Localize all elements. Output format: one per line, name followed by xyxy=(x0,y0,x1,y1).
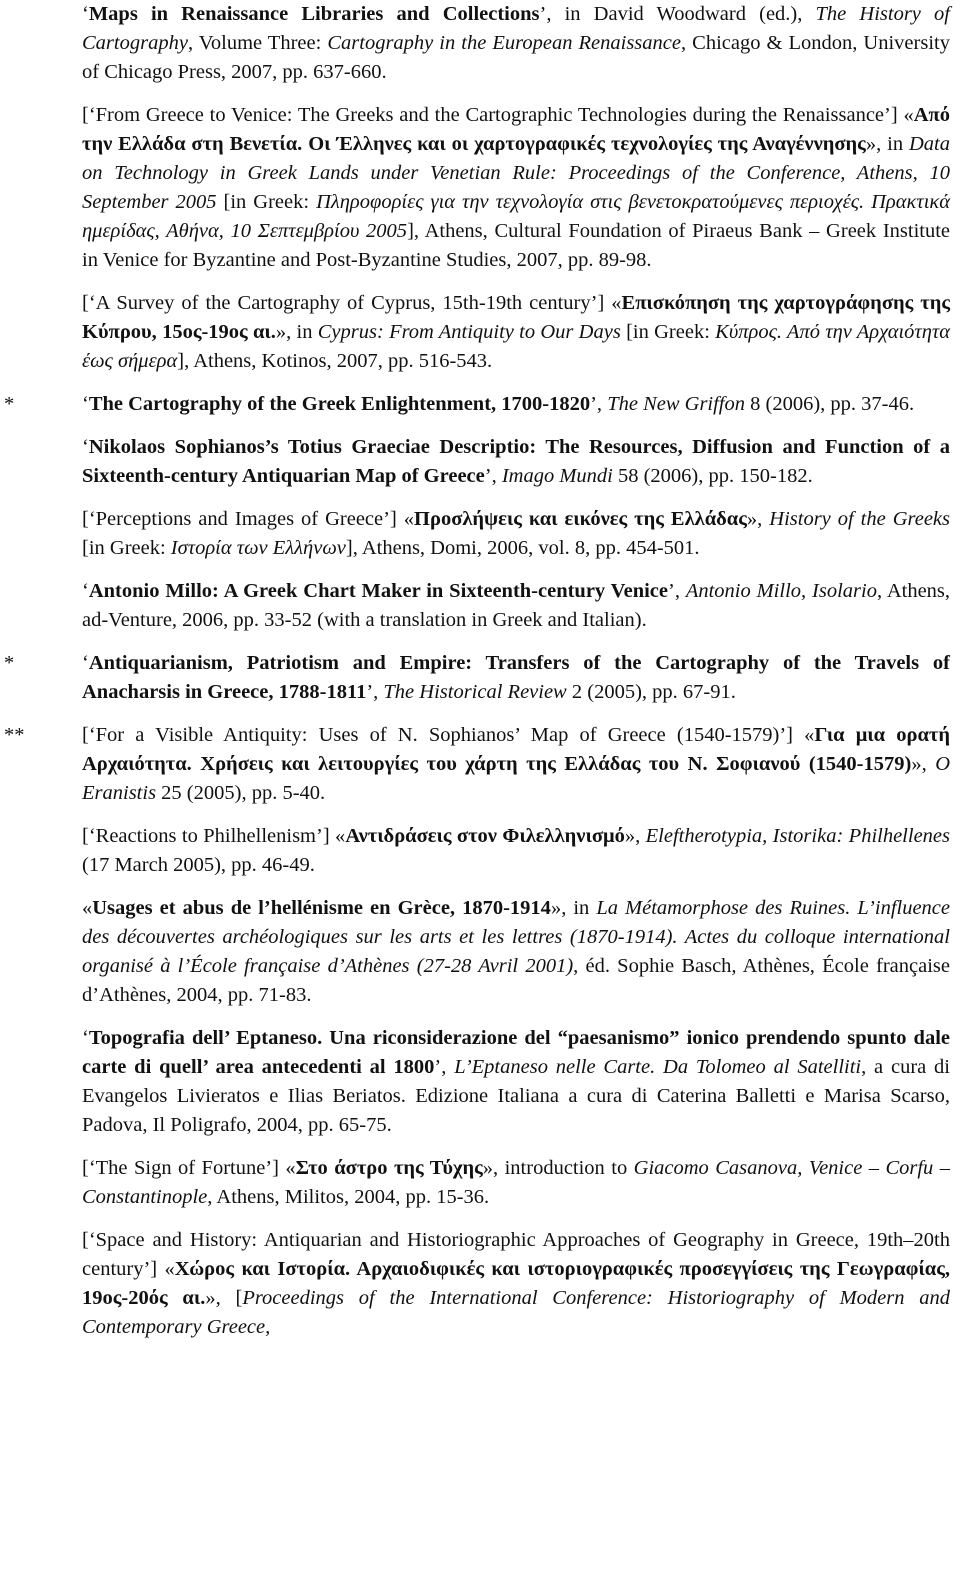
italic-text: The History of Cartography xyxy=(82,3,950,54)
entry-text: », introduction to xyxy=(482,1157,634,1179)
italic-text: La Métamorphose des Ruines. L’influence des découvertes archéologiques sur les arts et les lettres (1870-1914). Actes du colloque international organisé à l’École française d’Athènes (27-28 Avril 2001) xyxy=(82,897,951,977)
entry-text: », in xyxy=(865,133,909,155)
bold-title: Nikolaos Sophianos’s Totius Graeciae Descriptio: The Resources, Diffusion and Function of a Sixteenth-century Antiquarian Map of Greece xyxy=(82,436,950,487)
bibliography-entry xyxy=(0,577,960,635)
entry-text: ’, xyxy=(484,465,502,487)
bibliography-entry xyxy=(0,1154,960,1212)
bold-title: Χώρος και Ιστορία. Αρχαιοδιφικές και ιστοριογραφικές προσεγγίσεις της Γεωγραφίας, 19ος-20ός αι. xyxy=(82,1258,951,1309)
entry-text: », xyxy=(911,753,936,775)
bold-title: Αντιδράσεις στον Φιλελληνισμό xyxy=(345,825,625,847)
entry-text: , Athens, Militos, 2004, pp. 15-36. xyxy=(207,1186,490,1208)
bold-title: Προσλήψεις και εικόνες της Ελλάδας xyxy=(414,508,747,530)
entry-text: », in xyxy=(275,321,318,343)
entry-text: ‘ xyxy=(82,1027,89,1049)
entry-text: « xyxy=(82,897,93,919)
italic-text: Cyprus: From Antiquity to Our Days xyxy=(317,321,621,343)
entry-text: [in Greek: xyxy=(216,191,317,213)
bibliography-entry xyxy=(0,0,960,87)
entry-text: , Volume Three: xyxy=(187,32,328,54)
bibliography-entry xyxy=(0,505,960,563)
bibliography-entry xyxy=(0,721,960,808)
italic-text: Κύπρος. Από την Αρχαιότητα έως σήμερα xyxy=(82,321,951,372)
italic-text: Eleftherotypia, Istorika: Philhellenes xyxy=(645,825,950,847)
entry-text: », in xyxy=(550,897,597,919)
italic-text: Πληροφορίες για την τεχνολογία στις βενετοκρατούμενες περιοχές. Πρακτικά ημερίδας, Αθήνα, 10 Σεπτεμβρίου 2005 xyxy=(82,191,951,242)
entry-text: 8 (2006), pp. 37-46. xyxy=(745,393,915,415)
entry-marker: * xyxy=(4,393,15,415)
entry-text: [‘For a Visible Antiquity: Uses of N. Sophianos’ Map of Greece (1540-1579)’] « xyxy=(82,724,815,746)
italic-text: Ιστορία των Ελλήνων xyxy=(170,537,346,559)
bold-title: Antonio Millo: A Greek Chart Maker in Sixteenth-century Venice xyxy=(88,580,668,602)
entry-text: 58 (2006), pp. 150-182. xyxy=(612,465,813,487)
entry-text: ‘ xyxy=(82,393,89,415)
italic-text: Proceedings of the International Conference: Historiography of Modern and Contemporary Greece, xyxy=(82,1287,951,1338)
entry-text: [in Greek: xyxy=(82,537,171,559)
bibliography-entry xyxy=(0,433,960,491)
entry-text: ‘ xyxy=(82,3,89,25)
bibliography-entry xyxy=(0,289,960,376)
italic-text: History of the Greeks xyxy=(769,508,951,530)
entry-text: », xyxy=(624,825,646,847)
bibliography-entry xyxy=(0,1226,960,1342)
bibliography-entry xyxy=(0,649,960,707)
bibliography-entry xyxy=(0,894,960,1010)
entry-text: , éd. Sophie Basch, Athènes, École française d’Athènes, 2004, pp. 71-83. xyxy=(82,955,950,1006)
entry-text: , Chicago & London, University of Chicago Press, 2007, pp. 637-660. xyxy=(82,32,950,83)
italic-text: Cartography in the European Renaissance xyxy=(327,32,681,54)
bibliography-entry xyxy=(0,1024,960,1140)
bold-title: Για μια ορατή Αρχαιότητα. Χρήσεις και λειτουργίες του χάρτη της Ελλάδας του Ν. Σοφιανού (1540-1579) xyxy=(82,724,951,775)
entry-text: , Athens, ad-Venture, 2006, pp. 33-52 (with a translation in Greek and Italian). xyxy=(82,580,951,631)
italic-text: L’Eptaneso nelle Carte. Da Tolomeo al Satelliti xyxy=(454,1056,862,1078)
bold-title: Από την Ελλάδα στη Βενετία. Οι Έλληνες και οι χαρτογραφικές τεχνολογίες της Αναγέννησης xyxy=(82,104,950,155)
italic-text: Antonio Millo, Isolario xyxy=(685,580,877,602)
italic-text: Giacomo Casanova, Venice – Corfu – Constantinople xyxy=(82,1157,951,1208)
entry-text: [in Greek: xyxy=(620,321,716,343)
bold-title: Επισκόπηση της χαρτογράφησης της Κύπρου, 15ος-19ος αι. xyxy=(82,292,950,343)
entry-marker: ** xyxy=(4,724,25,746)
entry-text: , a cura di Evangelos Livieratos e Ilias Beriatos. Edizione Italiana a cura di Caterina Balletti e Marisa Scarso, Padova, Il Poligrafo, 2004, pp. 65-75. xyxy=(82,1056,951,1136)
bibliography-entry xyxy=(0,101,960,275)
italic-text: Imago Mundi xyxy=(501,465,613,487)
entry-text: ], Athens, Kotinos, 2007, pp. 516-543. xyxy=(177,350,493,372)
italic-text: Data on Technology in Greek Lands under Venetian Rule: Proceedings of the Conference, Athens, 10 September 2005 xyxy=(82,133,950,213)
entry-text: (17 March 2005), pp. 46-49. xyxy=(82,854,315,876)
bold-title: Antiquarianism, Patriotism and Empire: Transfers of the Cartography of the Travels of Anacharsis in Greece, 1788-1811 xyxy=(82,652,950,703)
entry-text: ], Athens, Domi, 2006, vol. 8, pp. 454-501. xyxy=(345,537,700,559)
bold-title: The Cartography of the Greek Enlightenment, 1700-1820 xyxy=(88,393,591,415)
bold-title: Topografia dell’ Eptaneso. Una riconsiderazione del “paesanismo” ionico prendendo spunto dale carte di quell’ area antecedenti al 1800 xyxy=(82,1027,950,1078)
entry-text: [‘From Greece to Venice: The Greeks and the Cartographic Technologies during the Renaissance’] « xyxy=(82,104,914,126)
entry-text: ‘ xyxy=(82,652,89,674)
entry-text: ’, xyxy=(668,580,686,602)
entry-text: », xyxy=(746,508,770,530)
entry-text: ‘ xyxy=(82,436,89,458)
italic-text: The Historical Review xyxy=(383,681,567,703)
entry-text: ], Athens, Cultural Foundation of Piraeus Bank – Greek Institute in Venice for Byzantine and Post-Byzantine Studies, 2007, pp. 89-98. xyxy=(82,220,951,271)
italic-text: The New Griffon xyxy=(607,393,746,415)
bibliography-entry xyxy=(0,822,960,880)
entry-text: ’, xyxy=(434,1056,455,1078)
entry-text: ’, xyxy=(590,393,608,415)
entry-text: », [ xyxy=(205,1287,243,1309)
entry-text: ’, xyxy=(366,681,384,703)
entry-text: ‘ xyxy=(82,580,89,602)
bold-title: Στο άστρο της Τύχης xyxy=(295,1157,483,1179)
entry-text: ’, in David Woodward (ed.), xyxy=(539,3,816,25)
bibliography-entry xyxy=(0,390,960,419)
entry-text: [‘Space and History: Antiquarian and Historiographic Approaches of Geography in Greece, 19th–20th century’] « xyxy=(82,1229,950,1280)
entry-text: 25 (2005), pp. 5-40. xyxy=(156,782,326,804)
entry-text: [‘A Survey of the Cartography of Cyprus, 15th-19th century’] « xyxy=(82,292,622,314)
entry-text: [‘Reactions to Philhellenism’] « xyxy=(82,825,346,847)
entry-text: [‘The Sign of Fortune’] « xyxy=(82,1157,296,1179)
entry-marker: * xyxy=(4,652,15,674)
bold-title: Usages et abus de l’hellénisme en Grèce, 1870-1914 xyxy=(92,897,551,919)
italic-text: O Eranistis xyxy=(82,753,951,804)
entry-text: [‘Perceptions and Images of Greece’] « xyxy=(82,508,415,530)
entry-text: 2 (2005), pp. 67-91. xyxy=(566,681,736,703)
bold-title: Maps in Renaissance Libraries and Collections xyxy=(88,3,540,25)
